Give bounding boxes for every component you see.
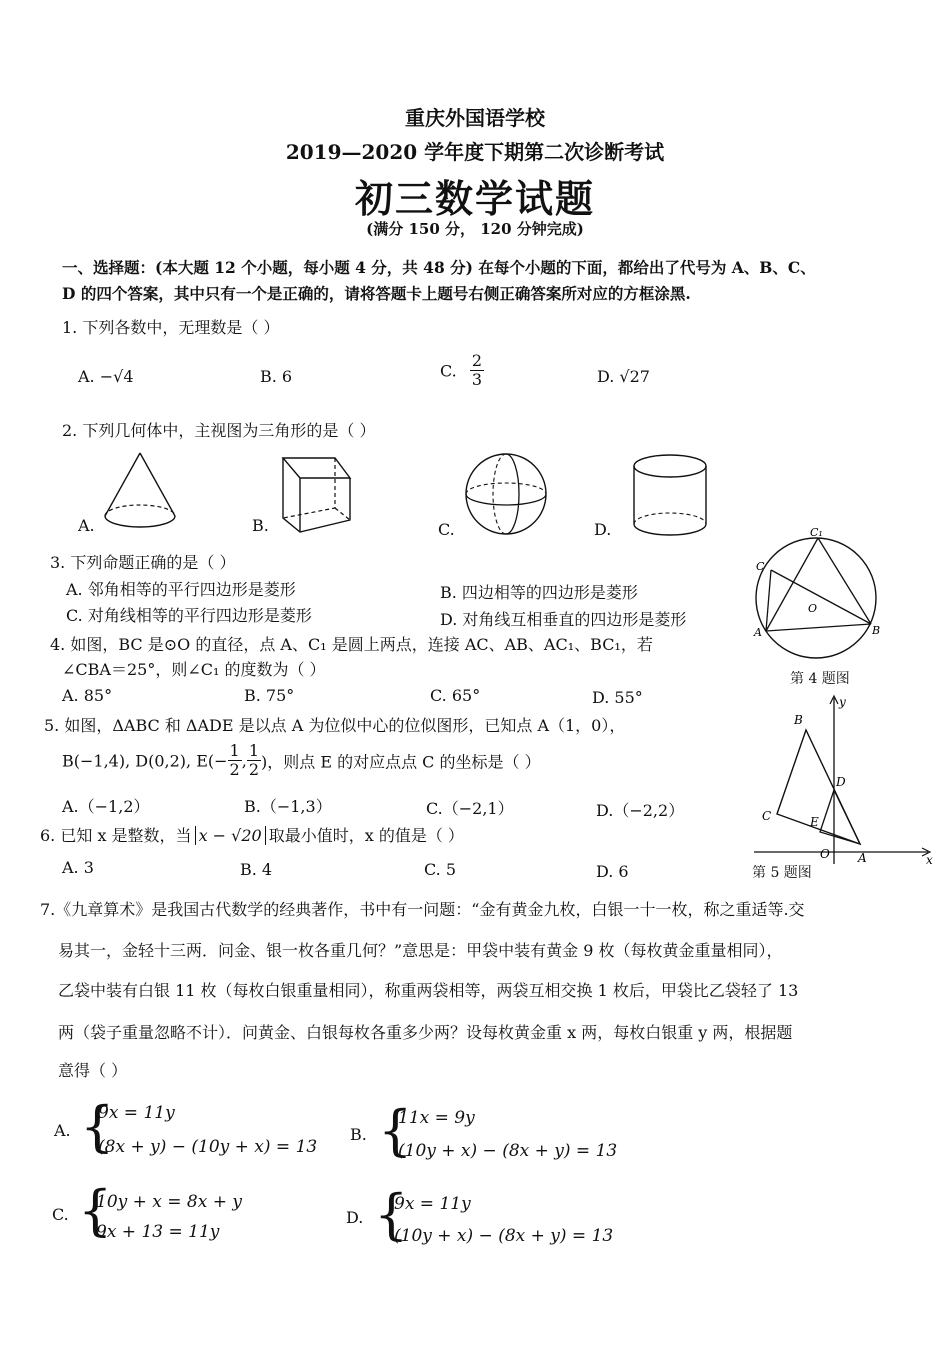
q7-option-b-label: B. [350,1125,367,1144]
q4-label-a: A [754,626,762,639]
fraction-denominator: 2 [229,760,240,780]
q5-label-b: B [794,713,803,727]
q1-option-c [440,352,484,390]
q7-option-a-label: A. [54,1121,71,1140]
q4-stem-line1: 4. 如图，BC 是⊙O 的直径，点 A、C₁ 是圆上两点，连接 AC、AB、AC₁、BC₁，若 [50,635,653,654]
q5-option-b: B.（−1,3） [244,797,332,816]
q5-comma: , [241,751,247,771]
fraction-denominator: 2 [248,760,259,780]
q5-label-c: C [762,809,772,823]
q3-option-d: D. 对角线互相垂直的四边形是菱形 [440,610,687,629]
section-instructions-line2: D 的四个答案，其中只有一个是正确的，请将答题卡上题号右侧正确答案所对应的方框涂黑. [62,284,691,303]
q7-option-d-brace: { [374,1183,409,1246]
q1-option-b: B. 6 [260,367,293,386]
fraction-numerator: 2 [471,351,483,370]
q4-figure-caption: 第 4 题图 [790,671,850,687]
q7-option-c-eq1: 10y + x = 8x + y [96,1192,242,1212]
q5-option-c: C.（−2,1） [426,799,514,818]
q7-option-a-eq2: (8x + y) − (10y + x) = 13 [98,1137,318,1157]
q6-stem [40,823,464,846]
q7-option-b-brace: { [378,1099,413,1162]
q2-option-a: A. [78,516,95,535]
q7-option-d-eq2: (10y + x) − (8x + y) = 13 [394,1226,614,1246]
q4-label-b: B [872,624,881,637]
q7-option-b-eq1: 11x = 9y [398,1108,475,1128]
q5-label-o: O [820,847,830,861]
q7-stem-line1: 7.《九章算术》是我国古代数学的经典著作，书中有一问题：“金有黄金九枚，白银一十一枚，称之重适等.交 [40,900,805,919]
q5-figure-caption: 第 5 题图 [752,865,812,881]
q1-stem: 1. 下列各数中，无理数是（ ） [62,318,280,337]
q4-label-c1: C₁ [810,526,823,539]
q5-stem-question: )，则点 E 的对应点点 C 的坐标是（ ） [261,752,541,772]
cone-figure [95,448,185,533]
q5-stem-line1: 5. 如图，ΔABC 和 ΔADE 是以点 A 为位似中心的位似图形，已知点 A（1，0）， [44,716,626,735]
q7-option-c-label: C. [52,1205,69,1224]
q5-label-x: x [926,853,933,867]
q7-option-c-brace: { [78,1179,113,1242]
q4-label-c: C [756,560,765,573]
q3-option-c: C. 对角线相等的平行四边形是菱形 [66,606,312,625]
school-name: 重庆外国语学校 [405,106,545,130]
q4-option-b: B. 75° [244,686,295,705]
page-title: 初三数学试题 [354,176,595,221]
q7-option-a-eq1: 9x = 11y [98,1103,175,1123]
q5-label-e: E [810,815,819,829]
q5-label-a: A [858,851,867,865]
sphere-figure [460,452,555,537]
q6-stem-pre: 6. 已知 x 是整数，当 [40,826,192,845]
q6-abs-expr: x − √20 [198,826,262,845]
q7-option-b-eq2: (10y + x) − (8x + y) = 13 [398,1141,618,1161]
q1-option-a: A. −√4 [78,367,134,386]
q5-coordinate-figure [750,692,940,867]
q1-option-c-label: C. [440,361,457,381]
section-instructions-line1: 一、选择题：(本大题 12 个小题，每小题 4 分，共 48 分) 在每个小题的下面，都给出了代号为 A、B、C、 [62,258,816,277]
q5-label-y: y [839,695,846,709]
q4-option-c: C. 65° [430,686,481,705]
q5-label-d: D [836,775,846,789]
q7-option-c-eq2: 9x + 13 = 11y [96,1222,220,1242]
q6-absolute-value [195,826,266,845]
q3-option-a: A. 邻角相等的平行四边形是菱形 [66,580,296,599]
q2-stem: 2. 下列几何体中，主视图为三角形的是（ ） [62,421,376,440]
q4-stem-line2: ∠CBA＝25°，则∠C₁ 的度数为（ ） [62,660,326,679]
q4-option-a: A. 85° [62,686,113,705]
q3-option-b: B. 四边相等的四边形是菱形 [440,583,638,602]
q6-option-a: A. 3 [62,858,94,877]
q1-option-c-fraction [470,352,484,390]
q2-option-c: C. [438,520,455,539]
fraction-numerator: 1 [229,741,240,760]
q5-option-a: A.（−1,2） [62,797,150,816]
score-line: (满分 150 分， 120 分钟完成) [366,220,584,238]
q5-stem-coords: B(−1,4), D(0,2), E(− [62,751,228,771]
q6-stem-post: 取最小值时，x 的值是（ ） [268,826,464,845]
q4-label-o: O [808,602,818,615]
q3-stem: 3. 下列命题正确的是（ ） [50,553,236,572]
q5-half-fraction-1 [228,742,242,780]
q7-option-a-brace: { [80,1095,115,1158]
q2-option-b: B. [252,516,269,535]
q4-option-d: D. 55° [592,688,643,707]
q7-stem-line5: 意得（ ） [58,1061,128,1080]
q5-option-d: D.（−2,2） [596,801,685,820]
fraction-denominator: 3 [471,370,483,390]
q1-option-d: D. √27 [597,367,650,386]
q7-stem-line3: 乙袋中装有白银 11 枚（每枚白银重量相同），称重两袋相等，两袋互相交换 1 枚后，甲袋比乙袋轻了 13 [58,981,799,1000]
cylinder-figure [628,450,713,545]
q4-circle-figure [752,528,892,658]
q5-half-fraction-2 [247,742,261,780]
q7-option-d-eq1: 9x = 11y [394,1194,471,1214]
q5-stem-line2 [62,742,541,780]
q7-stem-line2: 易其一，金轻十三两．问金、银一枚各重几何？”意思是：甲袋中装有黄金 9 枚（每枚黄金重量相同）， [58,941,783,960]
q6-option-c: C. 5 [424,860,457,879]
q6-option-b: B. 4 [240,860,273,879]
prism-figure [275,450,360,540]
q7-option-d-label: D. [346,1208,364,1227]
q6-option-d: D. 6 [596,862,629,881]
q7-stem-line4: 两（袋子重量忽略不计）．问黄金、白银每枚各重多少两？设每枚黄金重 x 两，每枚白银重 y 两，根据题 [58,1023,793,1042]
exam-term: 2019—2020 学年度下期第二次诊断考试 [285,140,665,164]
q2-option-d: D. [594,520,612,539]
fraction-numerator: 1 [248,741,259,760]
